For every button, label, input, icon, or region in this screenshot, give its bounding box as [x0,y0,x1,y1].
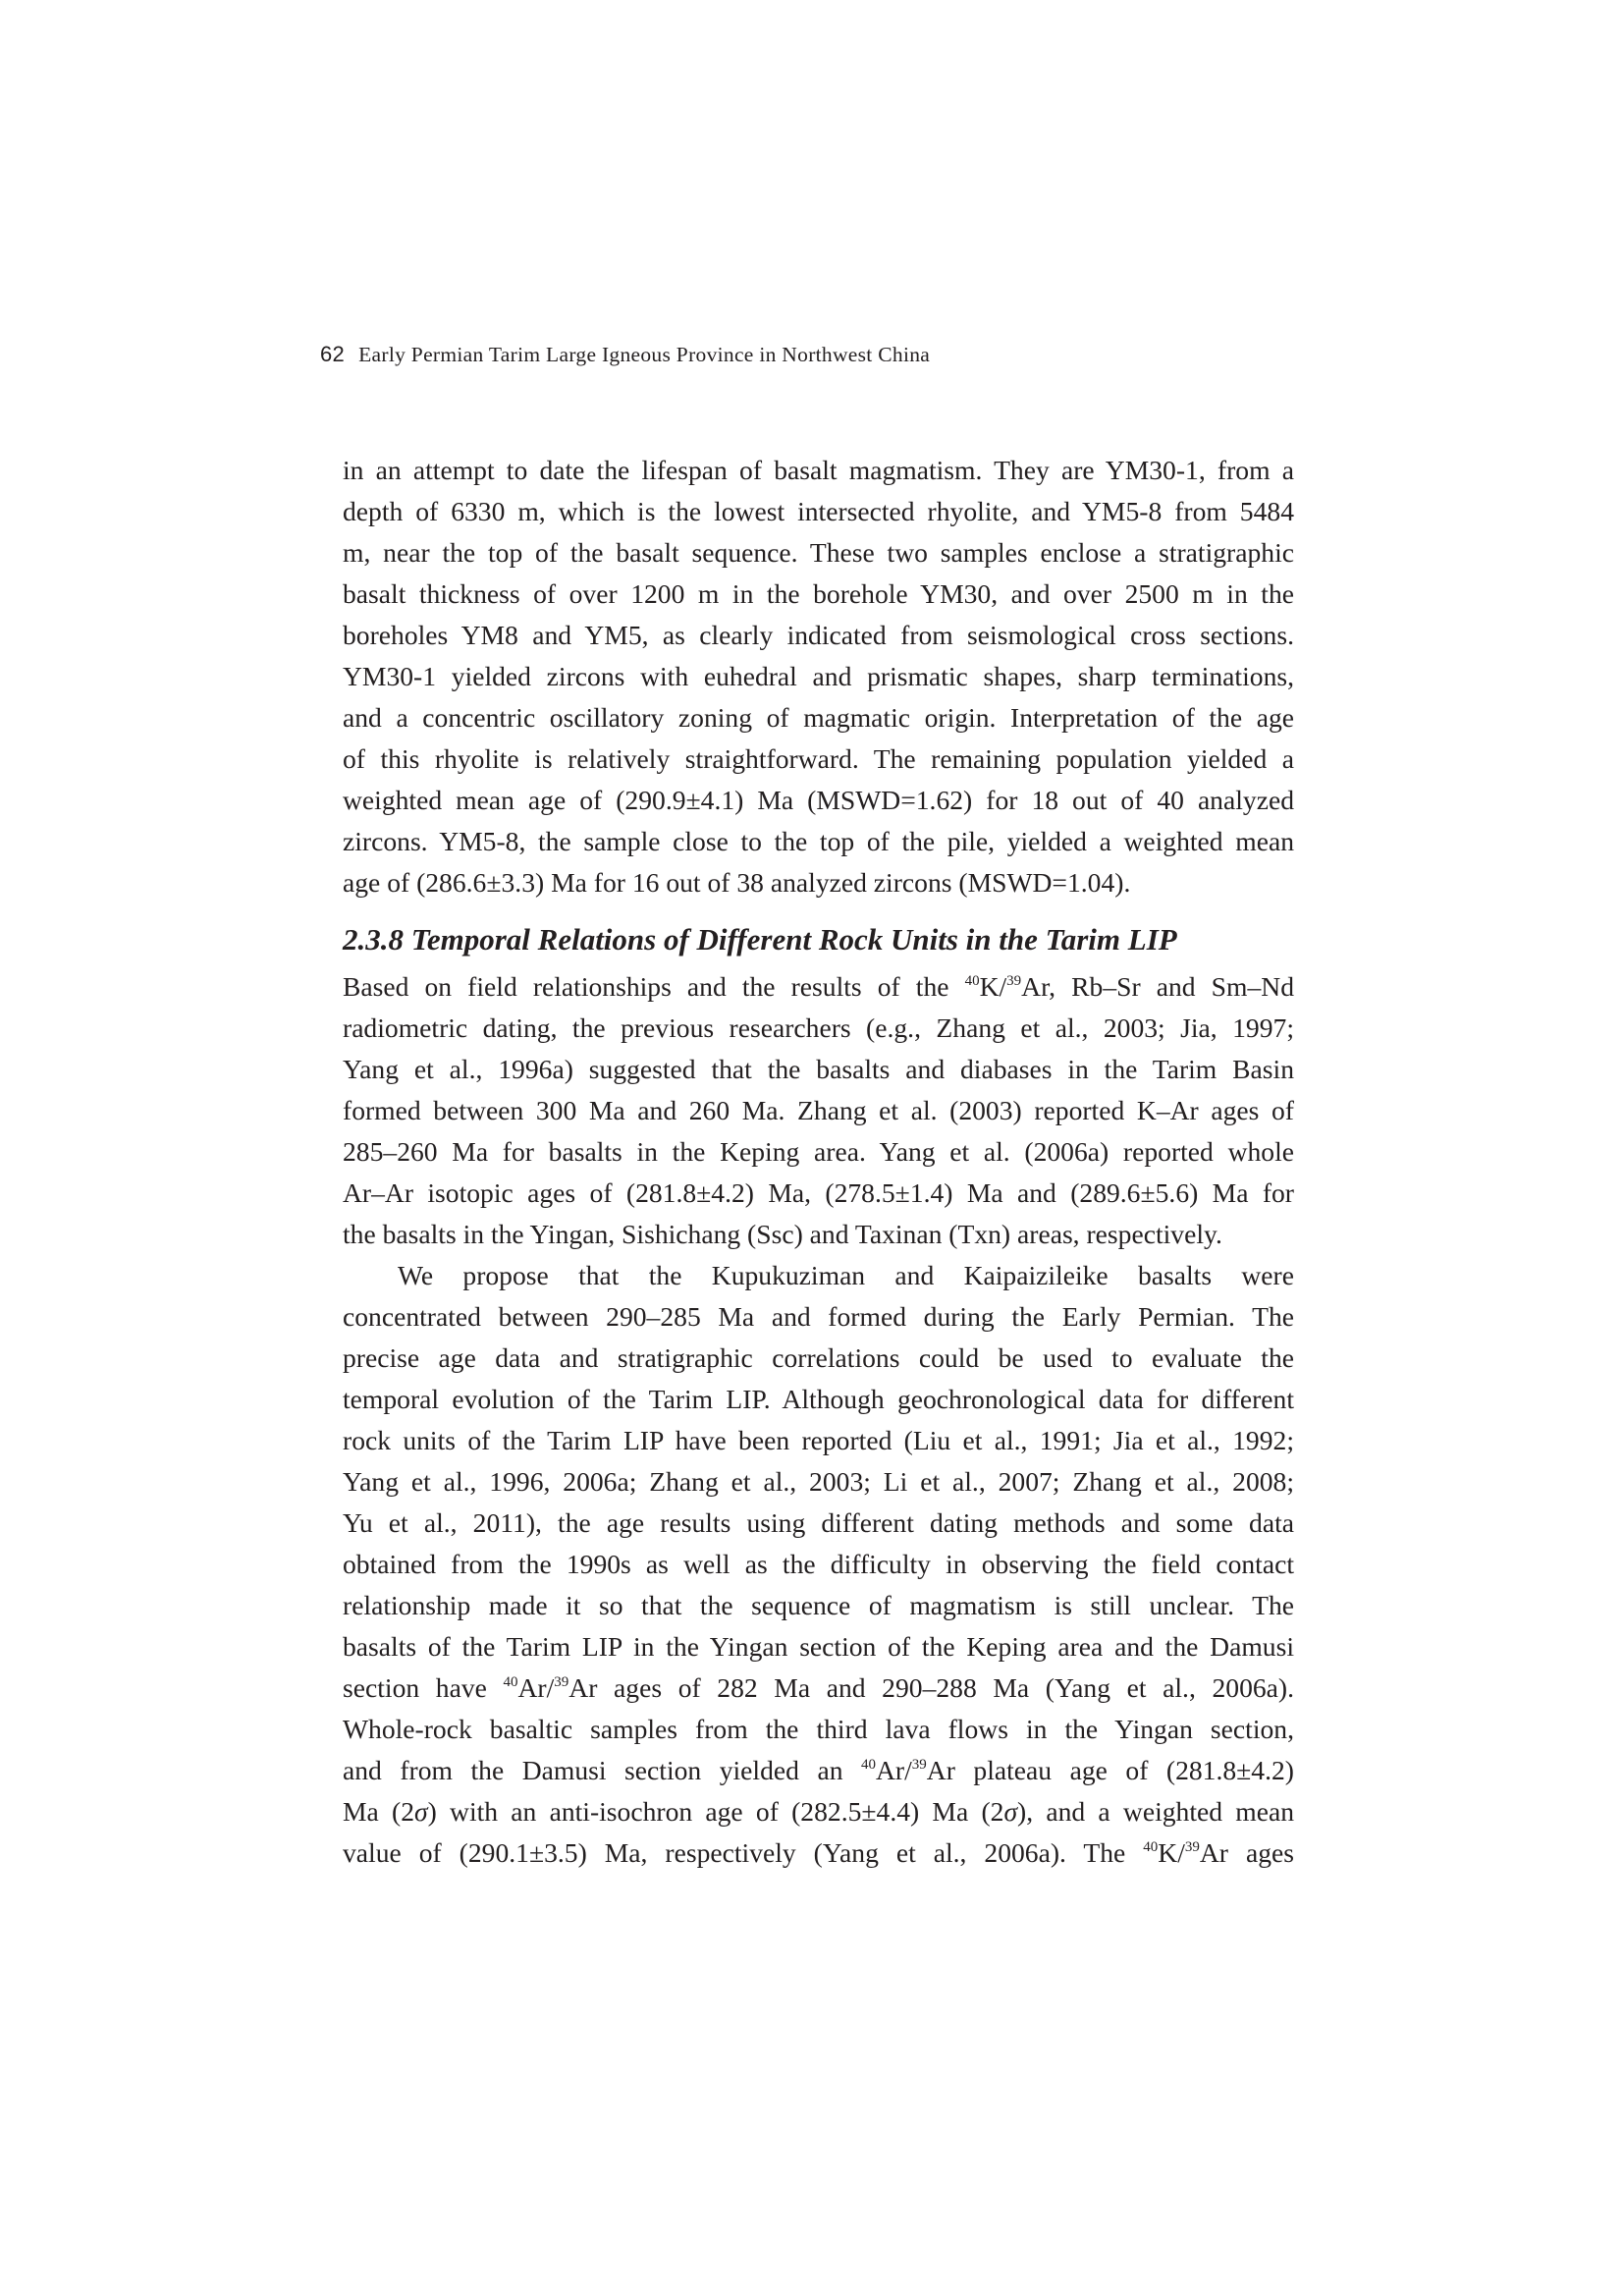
paragraph-1 [343,450,1294,903]
superscript: 39 [1006,973,1022,989]
text-line: in an attempt to date the lifespan of basalt magmatism. They are YM30-1, from a [343,455,1294,485]
text-line [343,966,1294,1008]
text-run: Ar plateau age of (281.8±4.2) [926,1755,1294,1785]
text-line: 285–260 Ma for basalts in the Keping area. Yang et al. (2006a) reported whole [343,1136,1294,1167]
text-line: Yang et al., 1996, 2006a; Zhang et al., 2003; Li et al., 2007; Zhang et al., 2008; [343,1466,1294,1497]
text-run: Ma (2 [343,1796,414,1827]
text-line: basalt thickness of over 1200 m in the borehole YM30, and over 2500 m in the [343,578,1294,609]
text-line: boreholes YM8 and YM5, as clearly indicated from seismological cross sections. [343,620,1294,650]
text-line: YM30-1 yielded zircons with euhedral and prismatic shapes, sharp terminations, [343,661,1294,691]
superscript: 39 [911,1757,927,1773]
text-line: Yang et al., 1996a) suggested that the basalts and diabases in the Tarim Basin [343,1054,1294,1084]
page-number: 62 [320,342,346,366]
text-run: Ar ages [1199,1837,1294,1868]
text-line: weighted mean age of (290.9±4.1) Ma (MSWD=1.62) for 18 out of 40 analyzed [343,785,1294,815]
text-line: Whole-rock basaltic samples from the third lava flows in the Yingan section, [343,1714,1294,1744]
superscript: 40 [503,1674,518,1690]
text-line: temporal evolution of the Tarim LIP. Although geochronological data for different [343,1384,1294,1414]
text-run: Ar/ [876,1755,912,1785]
text-line: m, near the top of the basalt sequence. These two samples enclose a stratigraphic [343,537,1294,568]
text-line: We propose that the Kupukuziman and Kaipaizileike basalts were [398,1260,1294,1290]
superscript: 40 [1143,1839,1159,1855]
sigma-symbol: σ [1003,1796,1018,1827]
superscript: 39 [1184,1839,1200,1855]
text-line [343,1667,1294,1709]
text-line: precise age data and stratigraphic correlations could be used to evaluate the [343,1342,1294,1373]
text-run: Ar, Rb–Sr and Sm–Nd [1021,971,1294,1002]
text-line: Yu et al., 2011), the age results using different dating methods and some data [343,1507,1294,1538]
text-line: radiometric dating, the previous researchers (e.g., Zhang et al., 2003; Jia, 1997; [343,1012,1294,1043]
text-run: Ar ages of 282 Ma and 290–288 Ma (Yang et al., 2006a). [568,1672,1295,1703]
text-run: and from the Damusi section yielded an [343,1755,861,1785]
text-run: K/ [979,971,1007,1002]
text-line: formed between 300 Ma and 260 Ma. Zhang et al. (2003) reported K–Ar ages of [343,1095,1294,1125]
text-run: ), and a weighted mean [1017,1796,1295,1827]
text-line [343,1750,1294,1791]
text-line: rock units of the Tarim LIP have been reported (Liu et al., 1991; Jia et al., 1992; [343,1425,1294,1455]
section-heading: 2.3.8 Temporal Relations of Different Rock Units in the Tarim LIP [343,922,1177,957]
superscript: 40 [964,973,980,989]
text-run: Ar/ [517,1672,555,1703]
text-run: Based on field relationships and the results of the [343,971,965,1002]
text-line: zircons. YM5-8, the sample close to the top of the pile, yielded a weighted mean [343,826,1294,856]
text-line: obtained from the 1990s as well as the difficulty in observing the field contact [343,1549,1294,1579]
text-run: section have [343,1672,504,1703]
superscript: 39 [554,1674,569,1690]
text-line: the basalts in the Yingan, Sishichang (Ssc) and Taxinan (Txn) areas, respectively. [343,1219,1222,1249]
text-line [343,1832,1294,1874]
text-line [343,1791,1294,1832]
text-line: of this rhyolite is relatively straightforward. The remaining population yielded a [343,743,1294,774]
text-line: basalts of the Tarim LIP in the Yingan section of the Keping area and the Damusi [343,1631,1294,1662]
paragraph-2 [343,966,1294,1255]
running-head [320,342,930,367]
body-text [343,450,1294,1874]
text-line: Ar–Ar isotopic ages of (281.8±4.2) Ma, (278.5±1.4) Ma and (289.6±5.6) Ma for [343,1177,1294,1208]
text-line: depth of 6330 m, which is the lowest intersected rhyolite, and YM5-8 from 5484 [343,496,1294,526]
text-line: relationship made it so that the sequence of magmatism is still unclear. The [343,1590,1294,1620]
sigma-symbol: σ [414,1796,428,1827]
running-title: Early Permian Tarim Large Igneous Province in Northwest China [358,343,931,366]
paragraph-3 [343,1255,1294,1874]
text-line: and a concentric oscillatory zoning of magmatic origin. Interpretation of the age [343,702,1294,733]
text-line: concentrated between 290–285 Ma and formed during the Early Permian. The [343,1301,1294,1332]
superscript: 40 [861,1757,876,1773]
text-run: ) with an anti-isochron age of (282.5±4.4) Ma (2 [427,1796,1004,1827]
text-run: K/ [1158,1837,1185,1868]
text-line: age of (286.6±3.3) Ma for 16 out of 38 analyzed zircons (MSWD=1.04). [343,867,1131,898]
text-run: value of (290.1±3.5) Ma, respectively (Yang et al., 2006a). The [343,1837,1144,1868]
